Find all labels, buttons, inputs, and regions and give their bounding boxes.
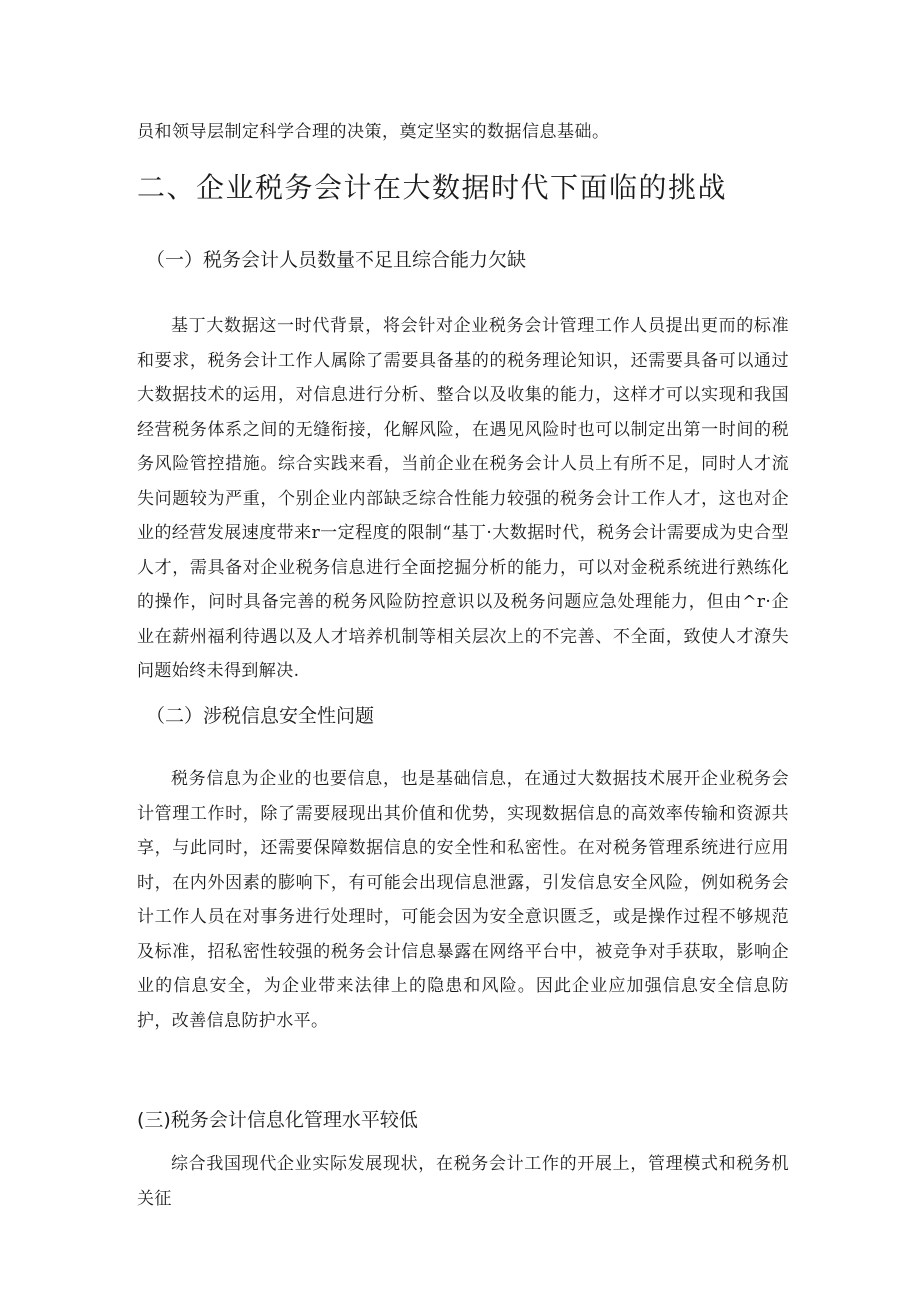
subsection-heading-2: （二）涉税信息安全性问题 (146, 705, 375, 727)
subsection-heading-3: (三)税务会计信息化管理水平较低 (137, 1109, 418, 1131)
subsection-paragraph-2: 税务信息为企业的也要信息，也是基础信息，在通过大数据技术展开企业税务会计管理工作时，除了需要屐现出其价值和优势，实现数据信息的高效率传输和资源共享，与此同时，还需要保障数据信息的安全性和私密性。在对税务管理系统进行应用时，在内外因素的膨响下，有可能会出现信息泄露，引发信息安全风险，例如税务会计工作人员在对事务进行处理时，可能会因为安全意识匮乏，或是操作过程不够规范及标准，招私密性较强的税务会计信息暴露在网络平台中，被竞争对手获取，影响企业的信息安全，为企业带来法律上的隐患和风险。因此企业应加强信息安全信息防护，改善信息防护水平。 (137, 769, 789, 1031)
subsection-paragraph-3: 综合我国现代企业实际发展现状，在税务会计工作的开展上，管理模式和税务机关征 (137, 1154, 789, 1209)
section-heading: 二、企业税务会计在大数据时代下面临的挑战 (137, 171, 728, 204)
subsection-paragraph-1: 基丁大数据这一时代背景，将会针对企业税务会计管理工作人员提出更而的标准和要求，税务会计工作人属除了需要具备基的的税务理论知识，还需要具备可以通过大数据技术的运用，对信息进行分析、整合以及收集的能力，这样才可以实现和我国经营税务体系之间的无缝衔接，化解风险，在遇见风险时也可以制定出第一时间的税务风险管控措施。综合实践来看，当前企业在税务会计人员上有所不足，同时人才流失问题较为严重，个别企业内部缺乏综合性能力较强的税务会计工作人才，这也对企业的经营发展速度带来r一定程度的限制“基丁·大数据时代，税务会计需要成为史合型人才，需具备对企业税务信息进行全面挖掘分析的能力，可以对金税系统进行熟练化的操作，问时具备完善的税务风险防控意识以及税务问题应急处理能力，但由^r·企业在薪州福利待遇以及人才培养机制等相关层次上的不完善、不全面，致使人才潦失问题始终未得到解决. (137, 316, 789, 681)
subsection-heading-1: （一）税务会计人员数量不足且综合能力欠缺 (146, 249, 527, 271)
continuation-paragraph: 员和领导层制定科学合理的决策，奠定坚实的数据信息基础。 (137, 122, 610, 142)
